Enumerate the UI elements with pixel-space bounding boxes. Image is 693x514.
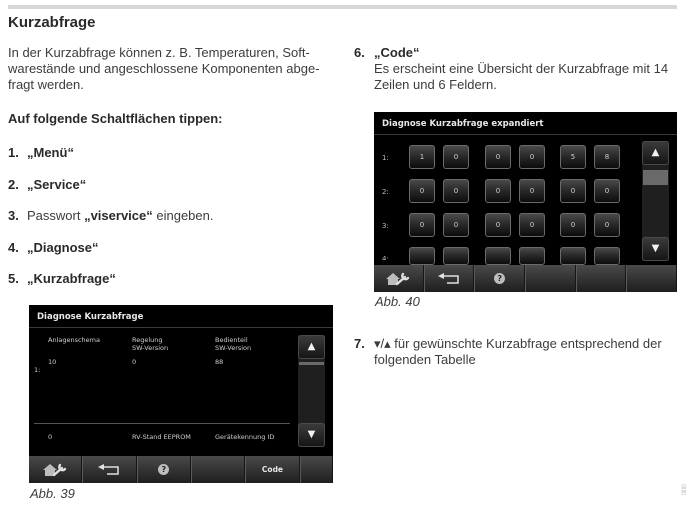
row-label: 4: [382,255,389,260]
code-field[interactable]: 5 [560,145,586,169]
column-header-anlagenschema: Anlagenschema [48,336,100,344]
code-field[interactable]: 0 [519,213,545,237]
step-text: „Menü“ [27,145,74,160]
header-line: Regelung [132,336,163,344]
code-field[interactable]: 0 [519,145,545,169]
value-anlagenschema: 10 [48,358,57,366]
value-bottom-1: 0 [48,433,53,441]
code-field[interactable]: 0 [409,179,435,203]
document-code: ▯▯▯▯ [681,483,687,495]
instruction-heading: Auf folgende Schaltflächen tippen: [8,111,223,126]
code-field[interactable] [594,247,620,265]
code-field[interactable]: 0 [519,179,545,203]
screen-diagnose-kurzabfrage [29,305,333,483]
code-field[interactable]: 0 [485,145,511,169]
step-text: „Kurzabfrage“ [27,271,116,286]
back-button[interactable] [424,265,475,292]
code-field[interactable] [560,247,586,265]
scroll-down-button[interactable]: ▼ [298,423,325,447]
toolbar-empty-button[interactable] [300,456,333,483]
back-arrow-icon [98,464,120,476]
code-field[interactable]: 0 [594,179,620,203]
password-value: „viservice“ [84,208,153,223]
code-field[interactable]: 0 [443,179,469,203]
code-field[interactable]: 0 [560,179,586,203]
scroll-down-button[interactable]: ▼ [642,237,669,261]
code-field[interactable]: 0 [485,179,511,203]
code-field[interactable]: 8 [594,145,620,169]
code-field[interactable] [519,247,545,265]
intro-line: warestände und angeschlossene Komponenten abge- [8,61,320,76]
home-service-button[interactable] [29,456,82,483]
column-header-bedienteil [215,336,251,352]
step-number: 4. [8,240,19,255]
toolbar-empty-button[interactable] [191,456,245,483]
toolbar-empty-button[interactable] [576,265,627,292]
intro-paragraph [8,45,320,93]
step-text: folgenden Tabelle [374,352,476,367]
home-service-button[interactable] [374,265,424,292]
code-field[interactable]: 0 [485,213,511,237]
scrollbar[interactable] [642,141,669,261]
value-bedienteil: 88 [215,358,224,366]
step-text: Zeilen und 6 Feldern. [374,77,497,92]
help-button[interactable] [474,265,525,292]
scroll-up-button[interactable]: ▲ [642,141,669,165]
code-button[interactable]: Code [245,456,299,483]
help-icon: ? [494,273,505,284]
code-field[interactable]: 0 [443,213,469,237]
divider [34,423,290,424]
step-number: 5. [8,271,19,286]
step-number: 7. [354,336,365,351]
home-wrench-icon [42,463,68,477]
value-regelung: 0 [132,358,137,366]
code-field[interactable] [409,247,435,265]
label-rv-stand-eeprom: RV-Stand EEPROM [132,433,191,441]
step-number: 3. [8,208,19,223]
code-field[interactable]: 0 [560,213,586,237]
row-label: 1: [382,154,389,162]
toolbar [374,265,677,292]
code-field[interactable] [485,247,511,265]
step-text: „Service“ [27,177,87,192]
toolbar-empty-button[interactable] [626,265,677,292]
row-label: 1: [34,366,41,374]
step-text: „Diagnose“ [27,240,99,255]
scroll-up-button[interactable]: ▲ [298,335,325,359]
header-line: SW-Version [132,344,169,352]
row-label: 2: [382,188,389,196]
screen-title: Diagnose Kurzabfrage [29,305,333,328]
step-text: ▾/▴ für gewünschte Kurzabfrage entsprechend der [374,336,662,351]
figure-caption: Abb. 40 [375,294,420,309]
intro-line: fragt werden. [8,77,84,92]
column-header-regelung [132,336,168,352]
back-arrow-icon [438,273,460,285]
step-text-pre: Passwort [27,208,85,223]
step-text-post: eingeben. [152,208,214,223]
header-line: SW-Version [215,344,252,352]
row-label: 3: [382,222,389,230]
label-geraetekennung: Gerätekennung ID [215,433,275,441]
toolbar-empty-button[interactable] [525,265,576,292]
code-field[interactable]: 0 [594,213,620,237]
page-title: Kurzabfrage [8,14,96,31]
screen-title: Diagnose Kurzabfrage expandiert [374,112,677,135]
figure-caption: Abb. 39 [30,486,75,501]
scrollbar[interactable] [298,335,325,447]
code-field[interactable]: 1 [409,145,435,169]
step-number: 1. [8,145,19,160]
header-rule [8,5,677,9]
back-button[interactable] [82,456,136,483]
intro-line: In der Kurzabfrage können z. B. Temperaturen, Soft- [8,45,310,60]
screen-diagnose-kurzabfrage-expandiert [374,112,677,292]
step-text: „Code“ [374,45,420,60]
step-text: Es erscheint eine Übersicht der Kurzabfrage mit 14 [374,61,669,76]
scroll-thumb[interactable] [643,170,668,185]
help-icon: ? [158,464,169,475]
header-line: Bedienteil [215,336,248,344]
step-number: 6. [354,45,365,60]
code-field[interactable]: 0 [443,145,469,169]
help-button[interactable] [137,456,191,483]
scroll-thumb[interactable] [299,362,324,365]
code-field[interactable]: 0 [409,213,435,237]
home-wrench-icon [385,272,411,286]
code-field[interactable] [443,247,469,265]
toolbar [29,456,333,483]
step-number: 2. [8,177,19,192]
step-text [27,208,213,224]
